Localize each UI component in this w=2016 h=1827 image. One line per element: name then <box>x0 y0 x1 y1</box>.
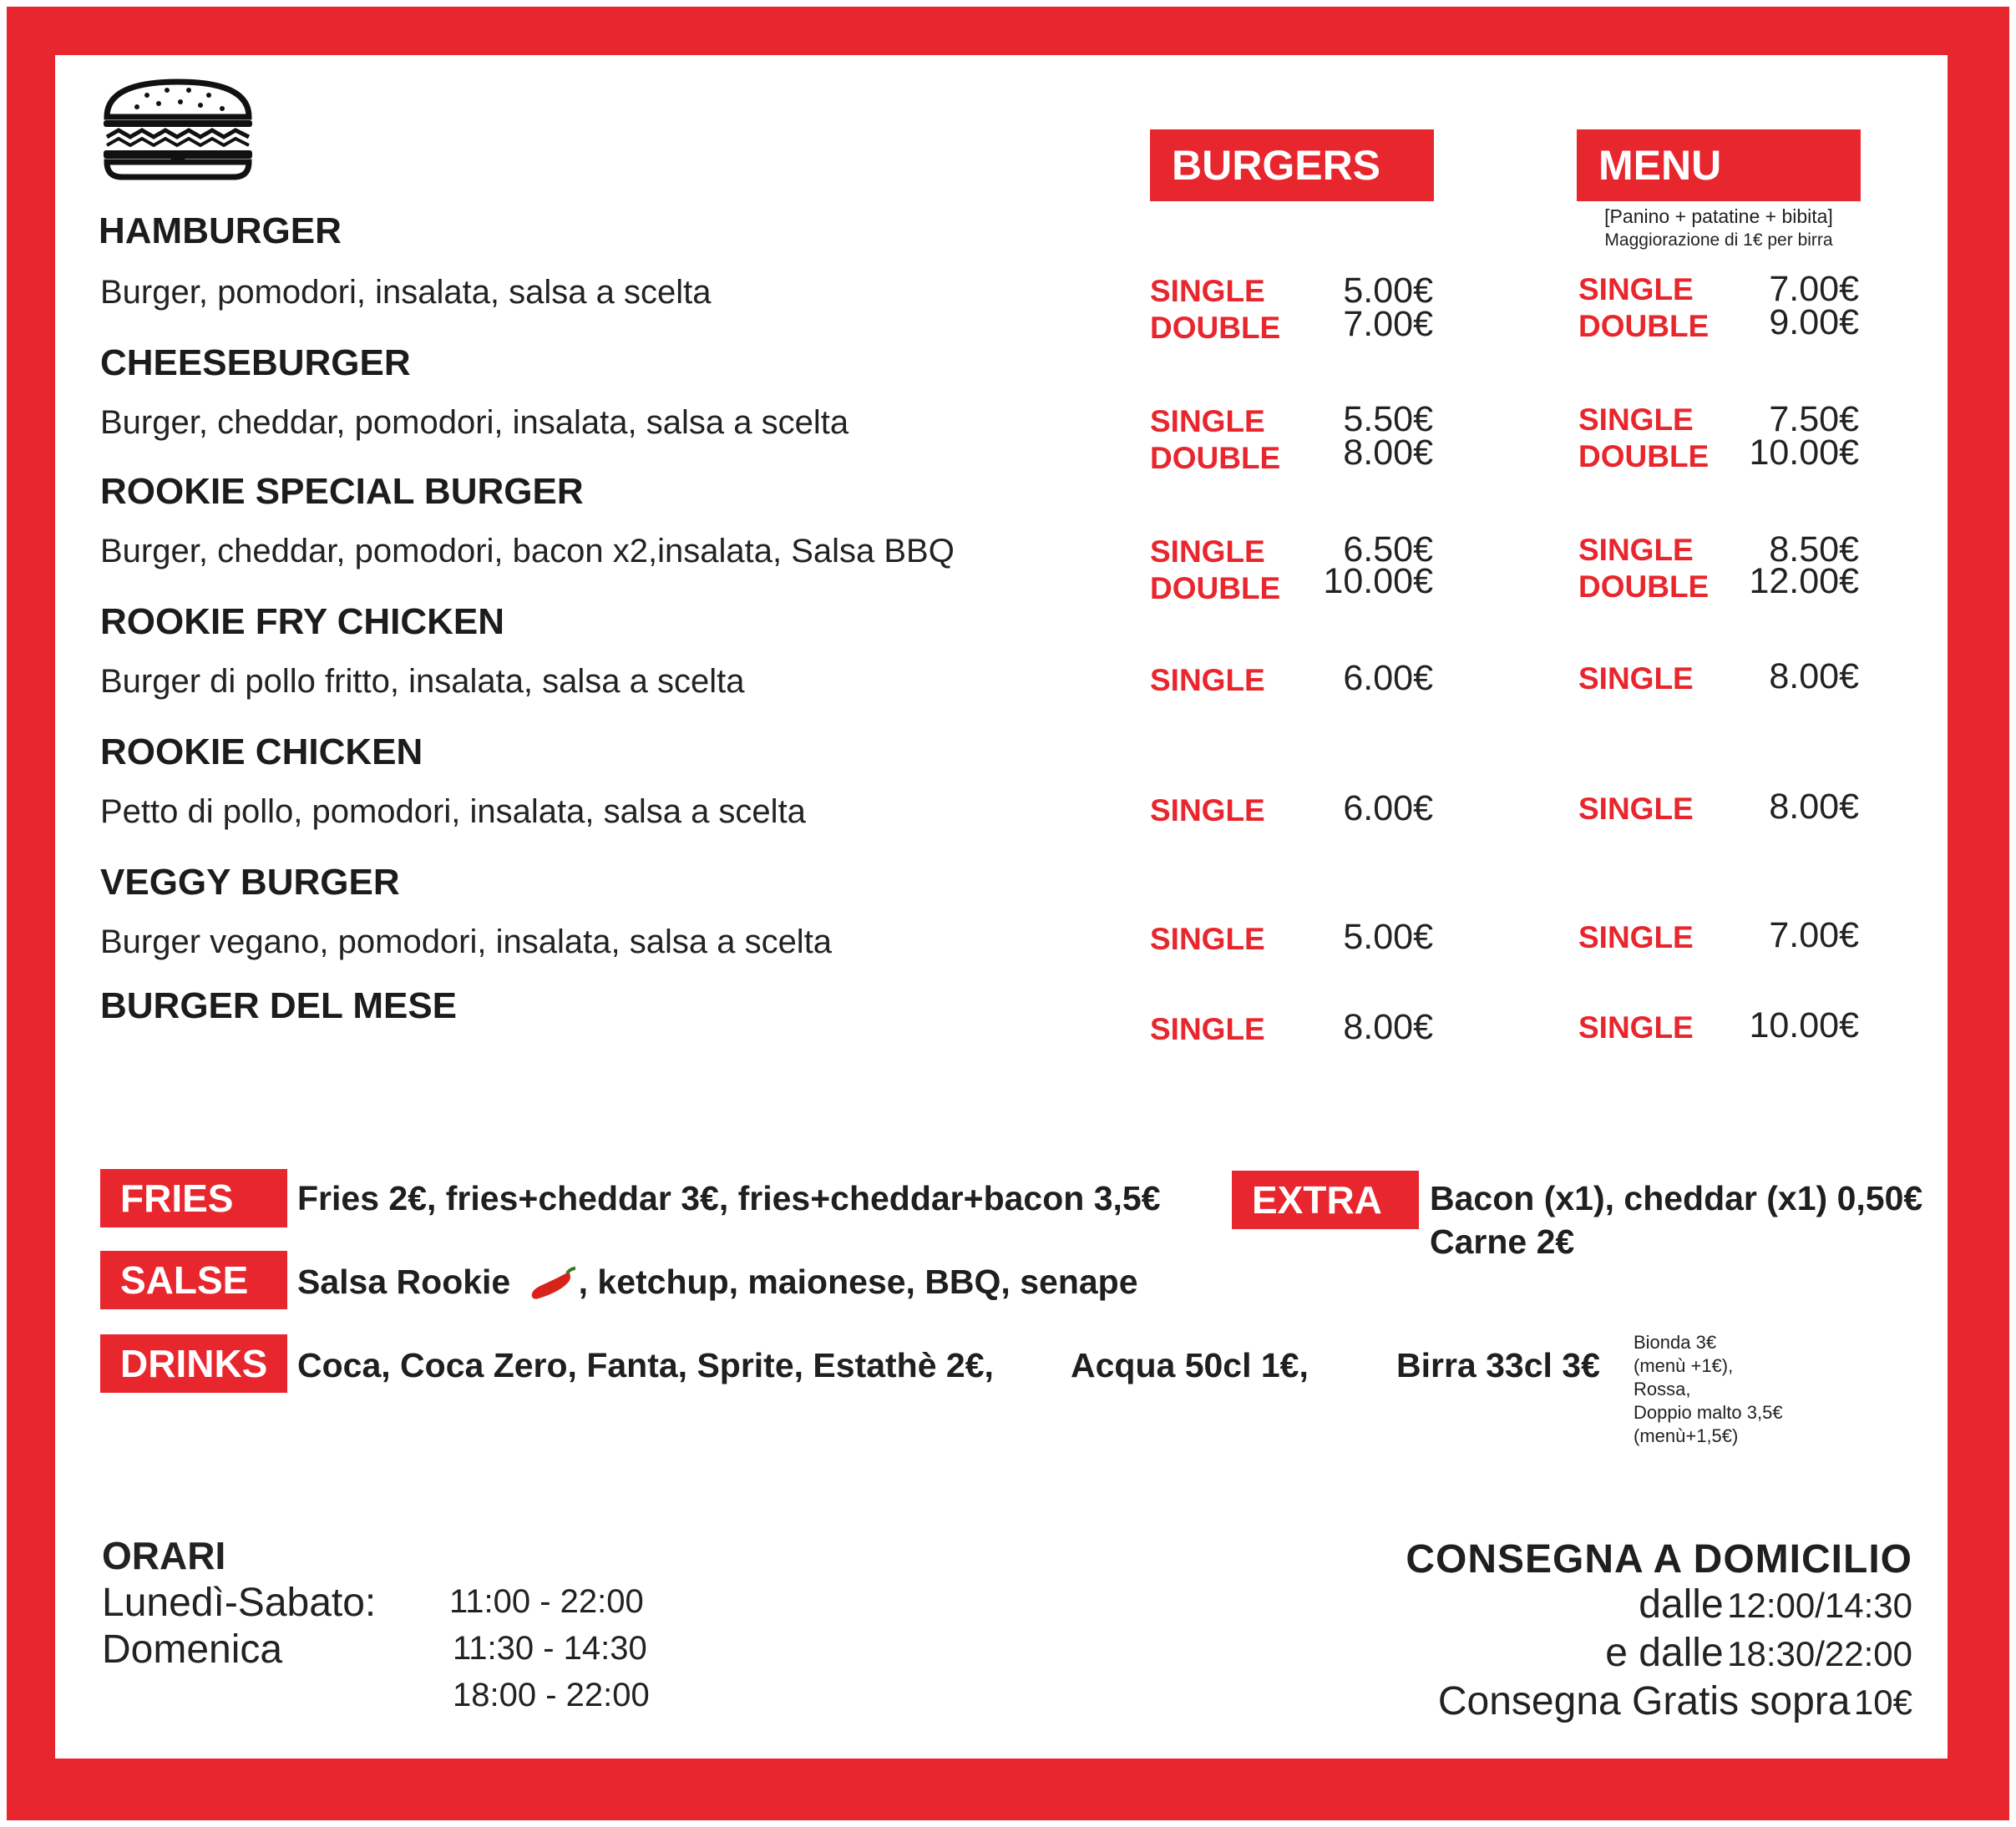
beer-line: Bionda 3€ <box>1634 1332 1717 1353</box>
delivery-line <box>1605 1630 1912 1676</box>
delivery-title: CONSEGNA A DOMICILIO <box>1406 1537 1912 1582</box>
beer-details <box>1634 1331 1834 1448</box>
size-label: SINGLE <box>1578 920 1694 954</box>
item-name: ROOKIE CHICKEN <box>100 731 423 772</box>
price: 10.00€ <box>1749 1005 1859 1045</box>
item-name: BURGER DEL MESE <box>100 985 458 1026</box>
drinks-text: Coca, Coca Zero, Fanta, Sprite, Estathè 2€, <box>297 1346 994 1384</box>
item-name: ROOKIE SPECIAL BURGER <box>100 471 584 512</box>
size-label: SINGLE <box>1578 1010 1694 1045</box>
size-label: SINGLE <box>1150 793 1265 827</box>
delivery-line <box>1438 1678 1912 1724</box>
size-label: DOUBLE <box>1578 439 1710 473</box>
price: 8.00€ <box>1769 787 1859 827</box>
price: 7.00€ <box>1769 915 1859 955</box>
price: 12.00€ <box>1749 561 1859 601</box>
price: 7.00€ <box>1769 269 1859 309</box>
hours-label: Lunedì-Sabato: <box>102 1581 377 1625</box>
item-description: Petto di pollo, pomodori, insalata, salsa a scelta <box>100 793 806 830</box>
item-description: Burger, cheddar, pomodori, insalata, salsa a scelta <box>100 404 849 441</box>
price: 5.00€ <box>1343 271 1433 311</box>
item-name: ROOKIE FRY CHICKEN <box>100 601 505 642</box>
delivery-text: e dalle <box>1605 1631 1724 1675</box>
delivery-time: 18:30/22:00 <box>1727 1634 1912 1673</box>
price: 7.00€ <box>1343 304 1433 344</box>
beer-line: (menù +1€), <box>1634 1355 1734 1376</box>
menu-header: MENU <box>1577 129 1861 201</box>
hours-label: Domenica <box>102 1627 283 1672</box>
beer-line: Doppio malto 3,5€ <box>1634 1402 1783 1423</box>
price: 9.00€ <box>1769 302 1859 342</box>
fries-tag: FRIES <box>100 1169 287 1227</box>
item-description: Burger, cheddar, pomodori, bacon x2,insalata, Salsa BBQ <box>100 533 955 569</box>
size-label: DOUBLE <box>1150 571 1281 605</box>
price: 8.50€ <box>1769 529 1859 569</box>
item-description: Burger di pollo fritto, insalata, salsa a scelta <box>100 663 745 700</box>
item-description: Burger, pomodori, insalata, salsa a scelta <box>100 274 712 311</box>
size-label: SINGLE <box>1578 661 1694 696</box>
delivery-time: 12:00/14:30 <box>1727 1586 1912 1625</box>
size-label: SINGLE <box>1150 922 1265 956</box>
size-label: SINGLE <box>1150 1012 1265 1046</box>
delivery-text: Consegna Gratis sopra <box>1437 1679 1851 1723</box>
item-name: CHEESEBURGER <box>100 342 411 383</box>
burgers-header: BURGERS <box>1150 129 1434 201</box>
item-name: HAMBURGER <box>99 210 342 251</box>
salse-rookie: Salsa Rookie <box>297 1263 511 1301</box>
size-label: SINGLE <box>1150 274 1265 308</box>
size-label: SINGLE <box>1150 404 1265 438</box>
item-name: VEGGY BURGER <box>100 862 400 903</box>
hours-time: 18:00 - 22:00 <box>453 1677 650 1713</box>
delivery-min: 10€ <box>1853 1683 1912 1722</box>
size-label: SINGLE <box>1578 533 1694 567</box>
size-label: DOUBLE <box>1578 569 1710 604</box>
salse-tag: SALSE <box>100 1251 287 1309</box>
drinks-water: Acqua 50cl 1€, <box>1071 1346 1309 1384</box>
price: 6.50€ <box>1343 529 1433 569</box>
price: 6.00€ <box>1343 788 1433 828</box>
item-description: Burger vegano, pomodori, insalata, salsa a scelta <box>100 924 833 960</box>
fries-text: Fries 2€, fries+cheddar 3€, fries+cheddar+bacon 3,5€ <box>297 1179 1161 1217</box>
burger-icon <box>100 77 256 180</box>
menu-note-beer: Maggiorazione di 1€ per birra <box>1604 230 1833 250</box>
drinks-tag: DRINKS <box>100 1334 287 1393</box>
price: 5.00€ <box>1343 917 1433 957</box>
price: 5.50€ <box>1343 399 1433 439</box>
extra-tag: EXTRA <box>1232 1171 1419 1229</box>
size-label: SINGLE <box>1150 663 1265 697</box>
price: 8.00€ <box>1343 433 1433 473</box>
delivery-text: dalle <box>1639 1582 1724 1627</box>
hours-time: 11:30 - 14:30 <box>453 1630 647 1667</box>
extra-text: Bacon (x1), cheddar (x1) 0,50€ <box>1430 1179 1923 1217</box>
delivery-line <box>1639 1582 1912 1627</box>
beer-line: (menù+1,5€) <box>1634 1425 1739 1446</box>
price: 10.00€ <box>1323 561 1433 601</box>
price: 10.00€ <box>1749 433 1859 473</box>
chili-pepper-icon <box>527 1265 579 1300</box>
price: 8.00€ <box>1343 1007 1433 1047</box>
salse-text <box>297 1263 1138 1302</box>
hours-time: 11:00 - 22:00 <box>449 1583 644 1620</box>
price: 8.00€ <box>1769 656 1859 696</box>
hours-title: ORARI <box>102 1534 226 1577</box>
menu-note: [Panino + patatine + bibita] <box>1604 205 1833 227</box>
size-label: SINGLE <box>1150 534 1265 569</box>
size-label: DOUBLE <box>1578 309 1710 343</box>
size-label: SINGLE <box>1578 402 1694 437</box>
size-label: DOUBLE <box>1150 441 1281 475</box>
size-label: DOUBLE <box>1150 311 1281 345</box>
price: 6.00€ <box>1343 658 1433 698</box>
size-label: SINGLE <box>1578 272 1694 306</box>
price: 7.50€ <box>1769 399 1859 439</box>
salse-list: , ketchup, maionese, BBQ, senape <box>578 1263 1138 1301</box>
drinks-beer: Birra 33cl 3€ <box>1396 1346 1600 1384</box>
beer-line: Rossa, <box>1634 1379 1691 1399</box>
extra-text-2: Carne 2€ <box>1430 1222 1575 1261</box>
size-label: SINGLE <box>1578 792 1694 826</box>
